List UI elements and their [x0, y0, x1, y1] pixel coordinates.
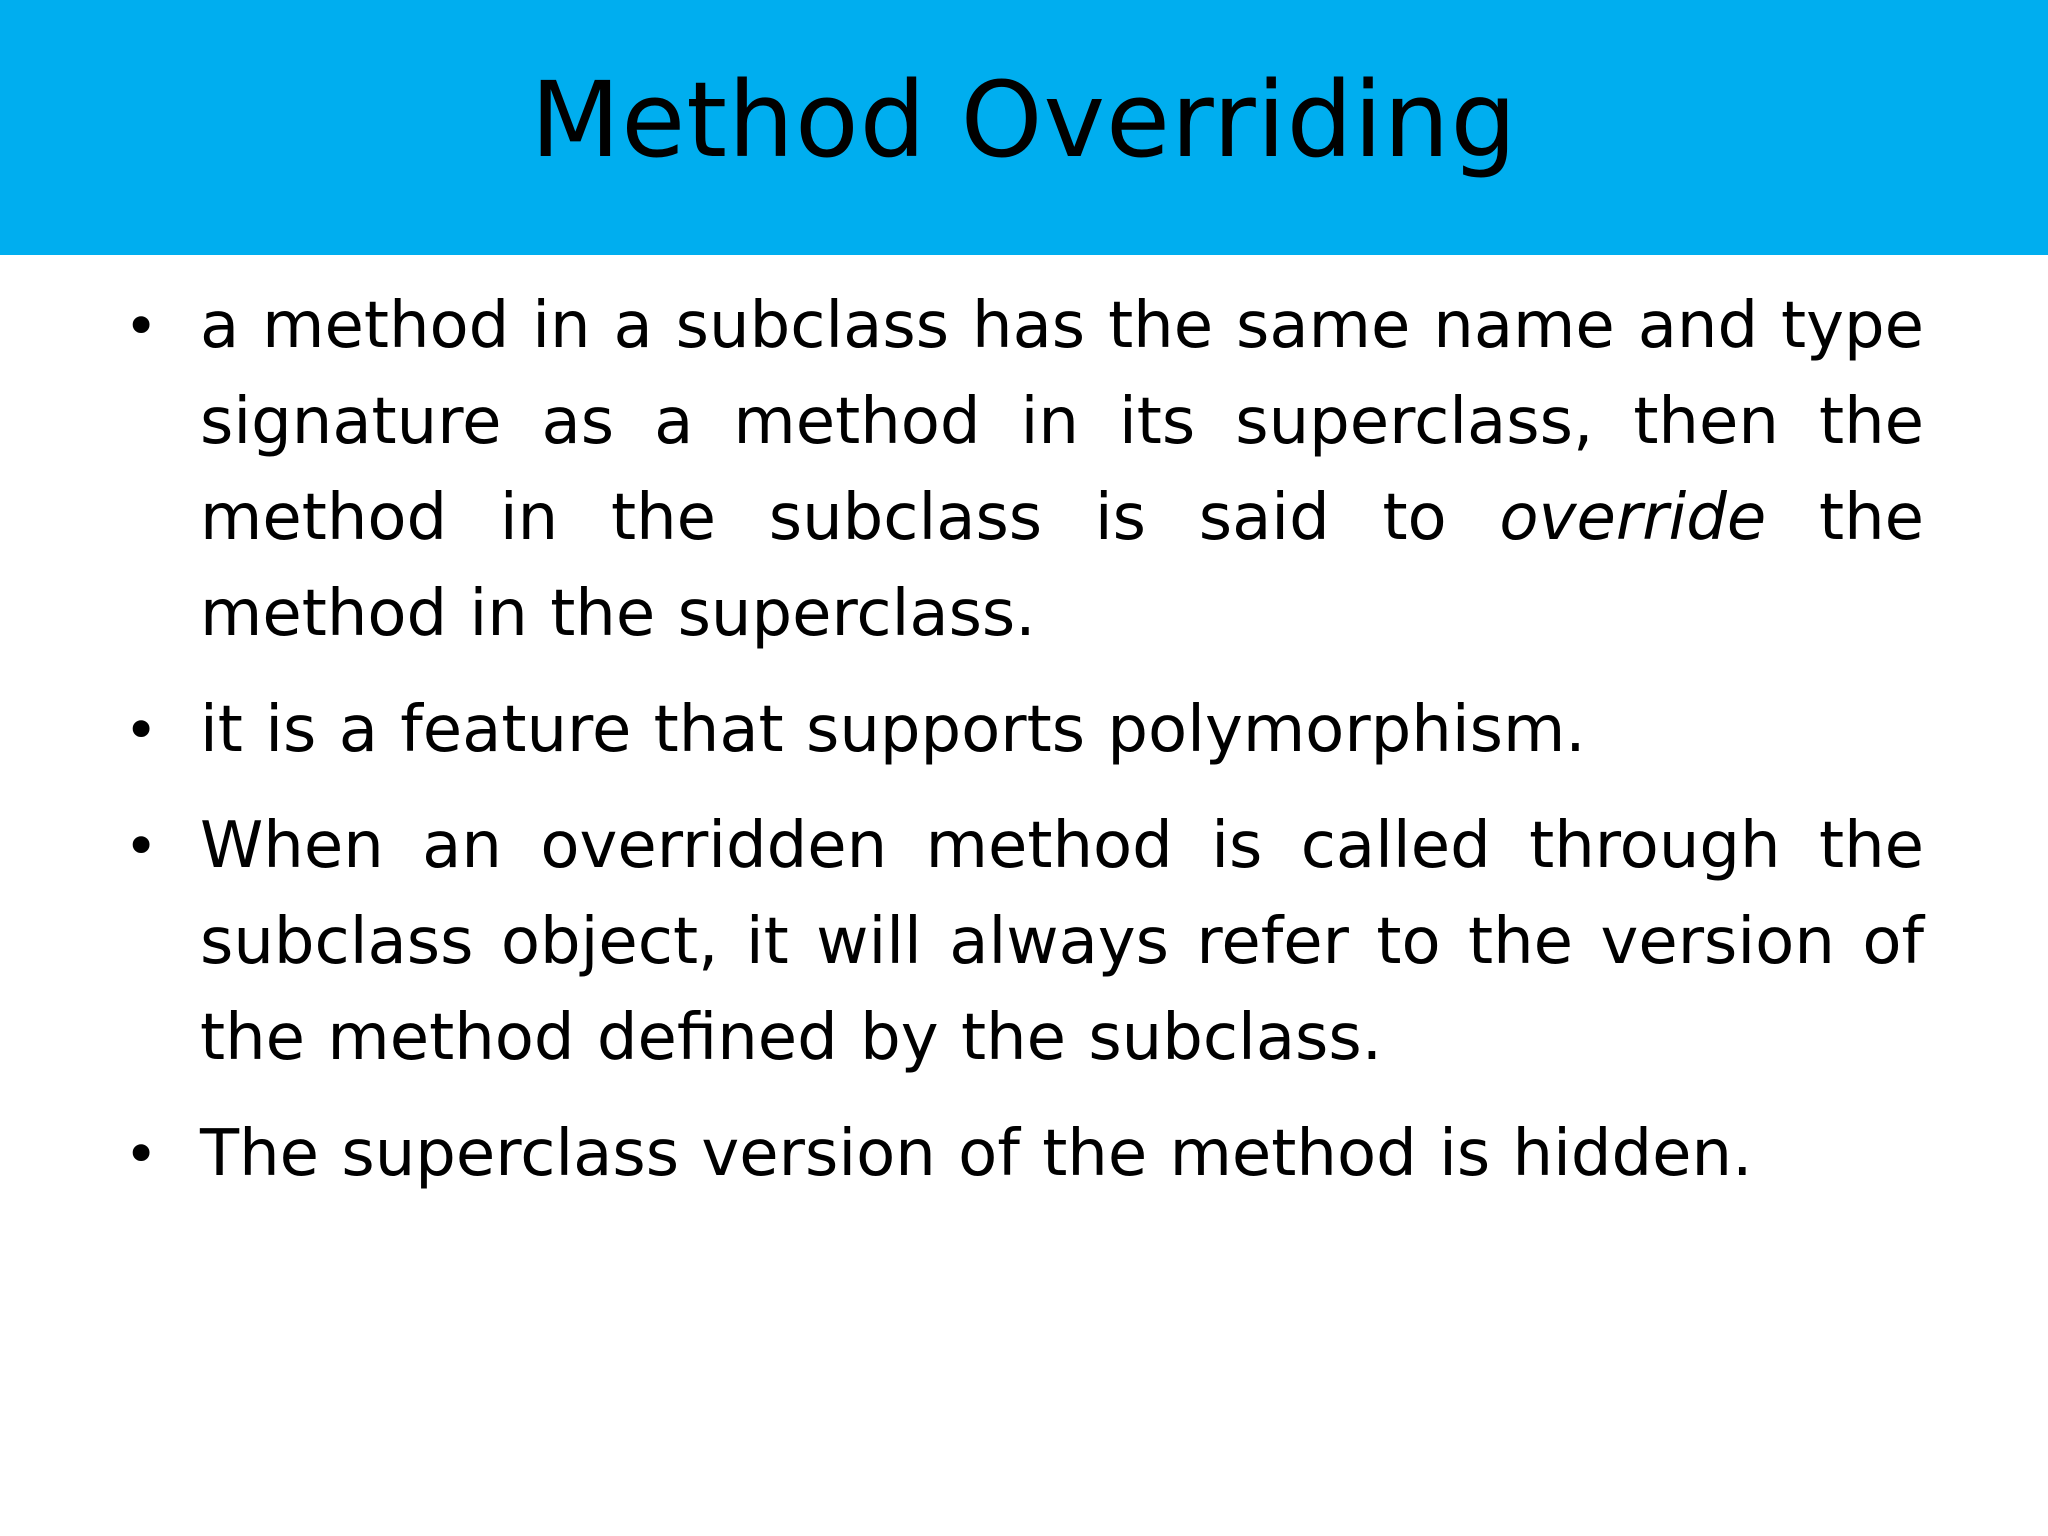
bullet-item	[118, 798, 1924, 1086]
bullet-icon: •	[124, 1120, 159, 1188]
title-bar	[0, 0, 2048, 255]
bullet-icon: •	[124, 292, 159, 360]
bullet-emphasis: override	[1499, 481, 1767, 555]
bullet-text-part: a method in a subclass has the same name and type signature as a method in its superclass, then the method in the subclass is said to	[200, 289, 1924, 555]
bullet-text: it is a feature that supports polymorphism.	[200, 693, 1586, 767]
bullet-item	[118, 682, 1924, 778]
bullet-text: When an overridden method is called through the subclass object, it will always refer to the version of the method defined by the subclass.	[200, 809, 1924, 1075]
bullet-text	[200, 278, 1924, 662]
bullet-item	[118, 278, 1924, 662]
bullet-text: The superclass version of the method is hidden.	[200, 1117, 1753, 1191]
bullet-list	[118, 278, 1924, 1222]
bullet-item	[118, 1106, 1924, 1202]
slide-title: Method Overriding	[530, 58, 1518, 181]
bullet-icon: •	[124, 812, 159, 880]
bullet-icon: •	[124, 696, 159, 764]
bullet-text-part: the method in the superclass.	[200, 481, 1924, 651]
